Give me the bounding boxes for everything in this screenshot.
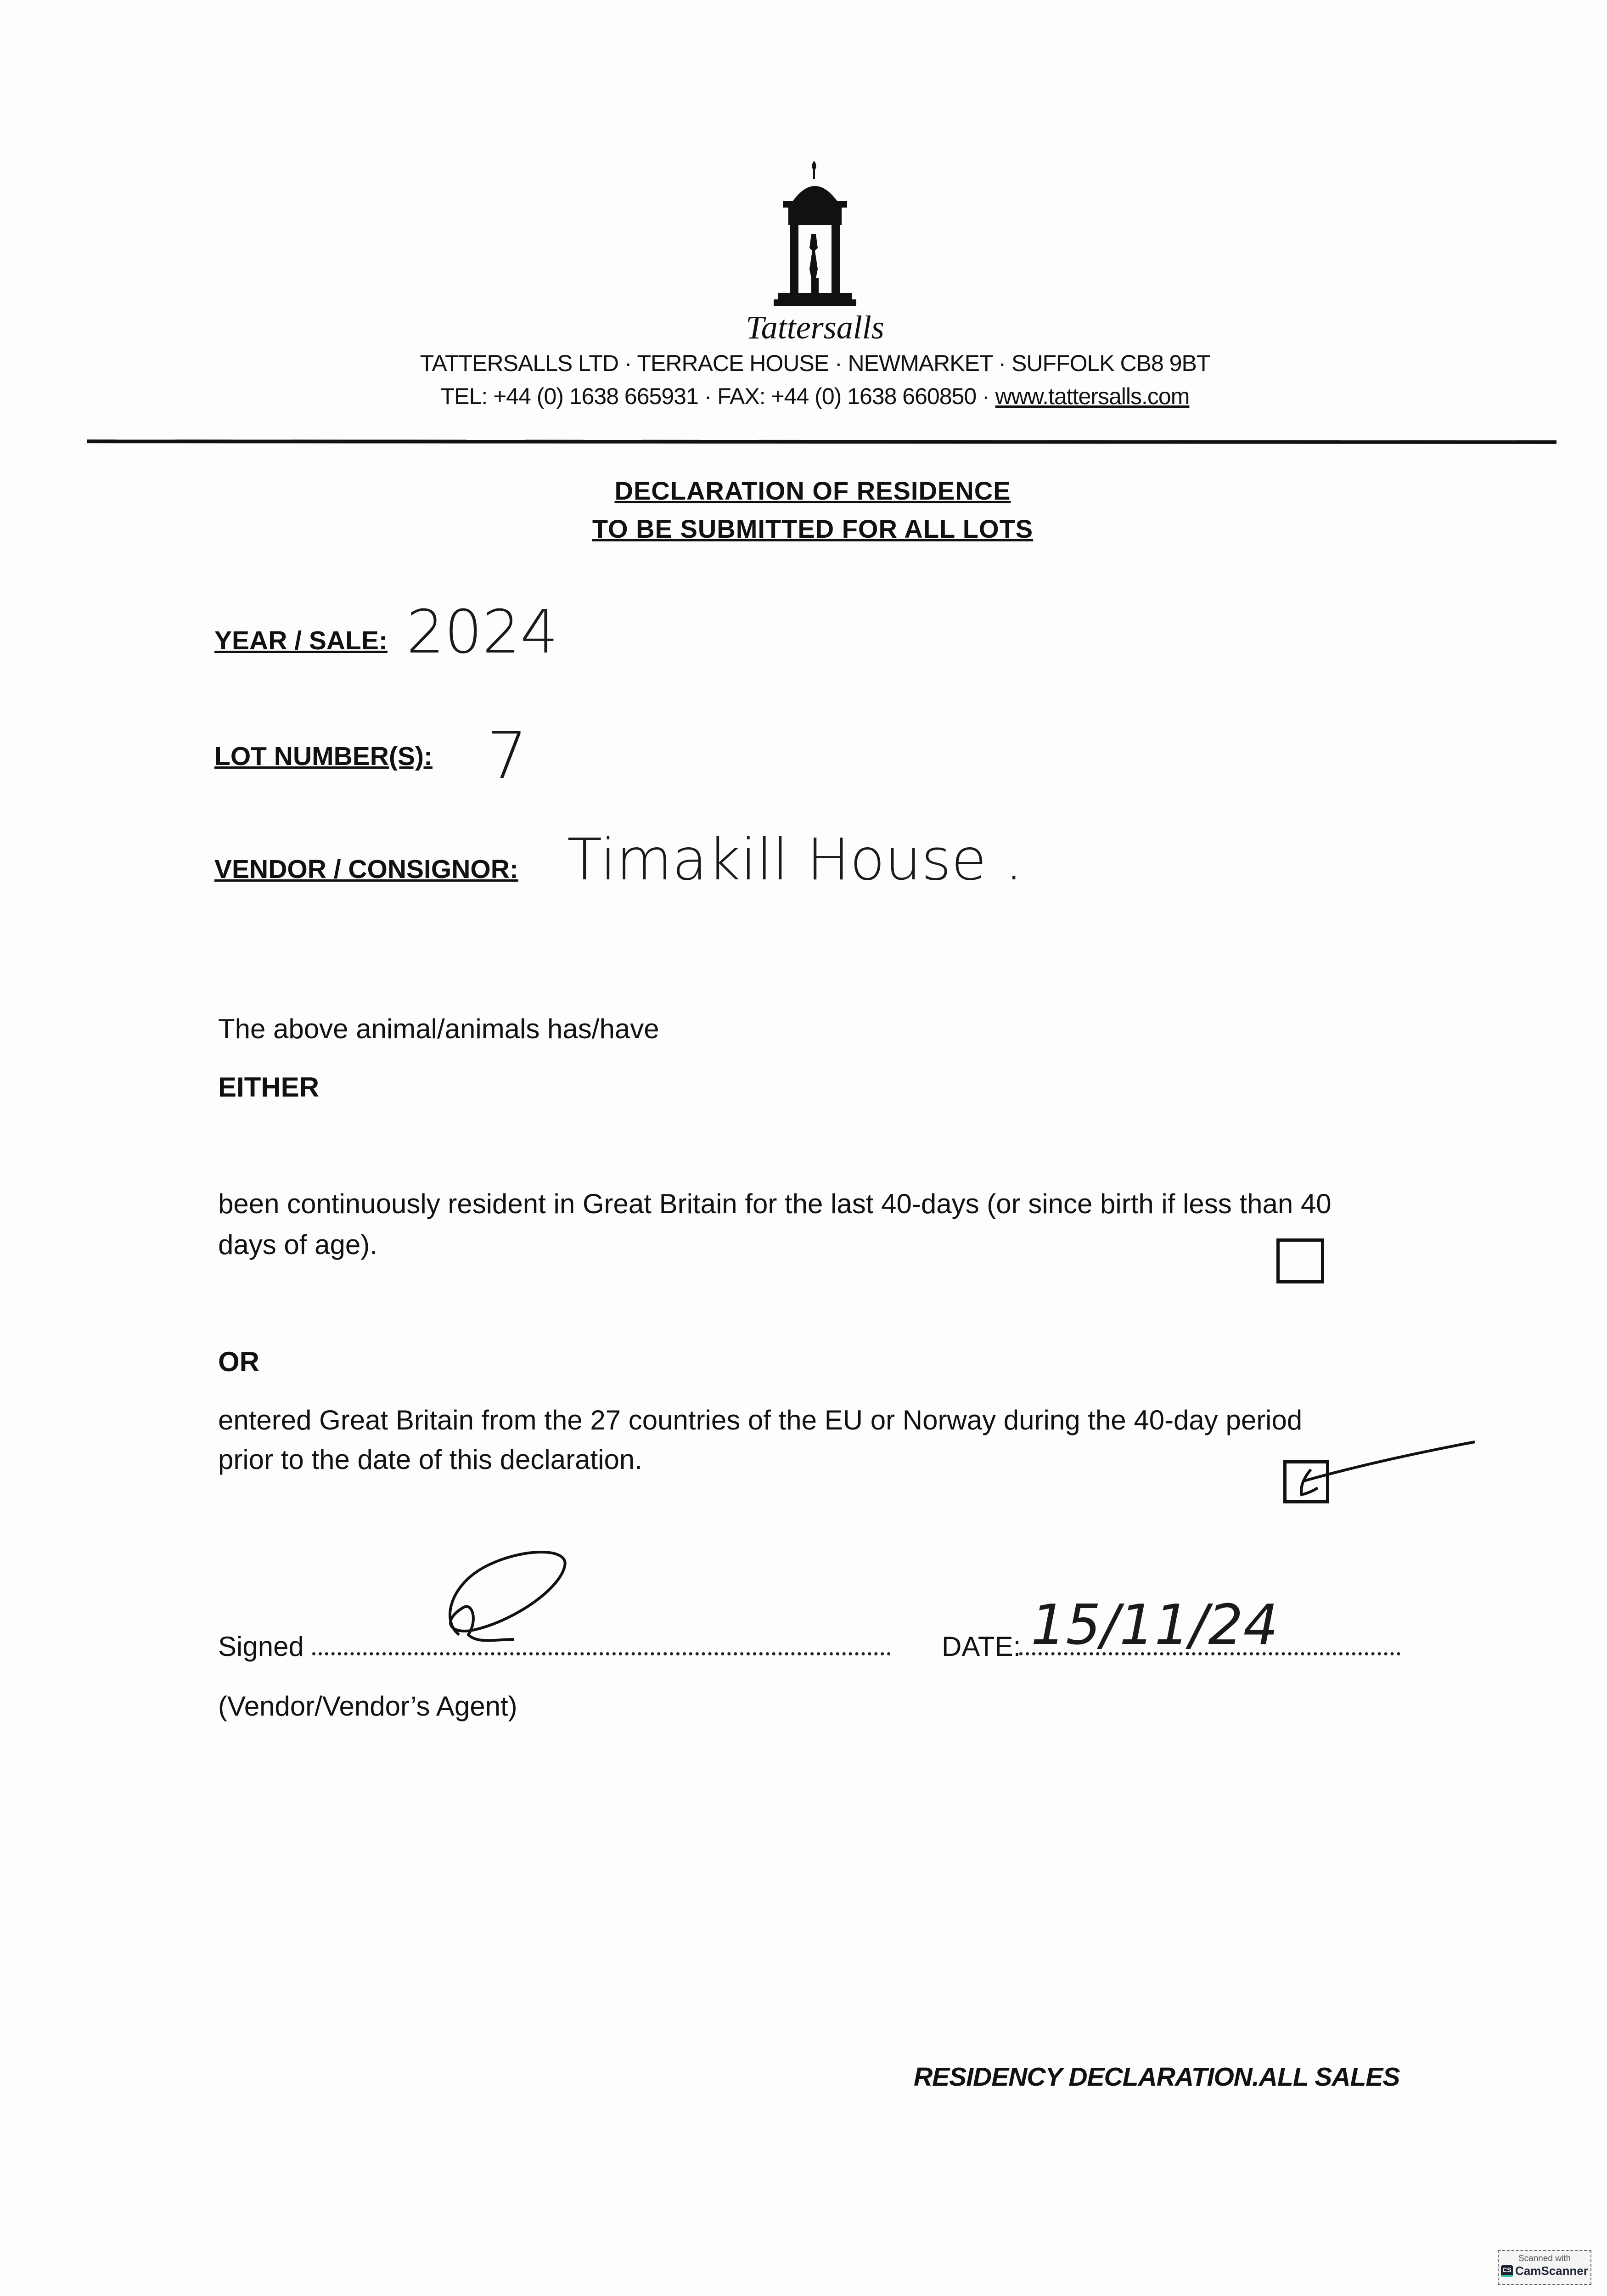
intro-text: The above animal/animals has/have xyxy=(218,1013,659,1044)
camscanner-watermark xyxy=(1498,2250,1591,2285)
contact-line xyxy=(0,383,1607,410)
form-name: RESIDENCY DECLARATION.ALL SALES xyxy=(914,2062,1400,2092)
header-divider xyxy=(87,439,1556,444)
form-title: DECLARATION OF RESIDENCE xyxy=(614,476,1011,505)
option1-text-line2: days of age). xyxy=(218,1229,377,1260)
form-subtitle: TO BE SUBMITTED FOR ALL LOTS xyxy=(592,514,1034,543)
or-label: OR xyxy=(218,1346,259,1377)
website-link[interactable]: www.tattersalls.com xyxy=(995,383,1190,409)
watermark-caption: Scanned with xyxy=(1518,2254,1571,2263)
date-value[interactable]: 15/11/24 xyxy=(1031,1593,1278,1657)
signer-role: (Vendor/Vendor’s Agent) xyxy=(218,1691,517,1722)
year-sale-label: YEAR / SALE: xyxy=(214,626,388,655)
vendor-value[interactable]: Timakill House . xyxy=(567,827,1023,893)
watermark-brand: CamScanner xyxy=(1515,2264,1588,2278)
year-sale-value[interactable]: 2024 xyxy=(406,597,558,667)
lot-number-value[interactable]: 7 xyxy=(487,719,528,793)
camscanner-logo-icon: CS xyxy=(1501,2265,1513,2277)
option2-text-line1: entered Great Britain from the 27 countries of the EU or Norway during the 40-day period xyxy=(218,1405,1303,1435)
checkmark-icon xyxy=(1286,1433,1478,1502)
date-label: DATE: xyxy=(942,1631,1021,1662)
phone-fax: TEL: +44 (0) 1638 665931 · FAX: +44 (0) 1638 660850 · xyxy=(440,383,995,409)
brand-name: Tattersalls xyxy=(746,309,884,346)
vendor-label: VENDOR / CONSIGNOR: xyxy=(214,855,518,884)
signed-text: Signed xyxy=(218,1631,304,1662)
tattersalls-logo-icon xyxy=(760,161,870,308)
option1-text-line1: been continuously resident in Great Britain for the last 40-days (or since birth if less than 40 xyxy=(218,1188,1332,1219)
lot-number-label: LOT NUMBER(S): xyxy=(214,742,433,771)
either-label: EITHER xyxy=(218,1072,320,1103)
option2-text-line2: prior to the date of this declaration. xyxy=(218,1444,642,1475)
company-address: TATTERSALLS LTD · TERRACE HOUSE · NEWMARKET · SUFFOLK CB8 9BT xyxy=(420,350,1210,376)
signature-icon xyxy=(422,1529,579,1667)
option1-checkbox[interactable] xyxy=(1276,1238,1324,1283)
signature-line[interactable] xyxy=(312,1652,891,1655)
signed-label xyxy=(218,1631,304,1662)
